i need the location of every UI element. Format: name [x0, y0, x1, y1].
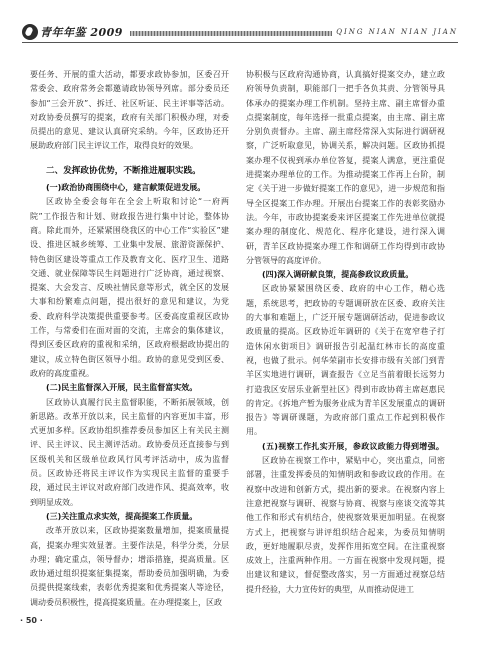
page-number: · 50 ·: [20, 616, 43, 625]
paragraph: 协积极与区政府沟通协商，认真搞好提案交办，建立政府领导负责制，职能部门一把手各负其责、分管领导具体承办的提案办理工作机制。坚持主席、副主席督办重点提案制度，每年选择一批重点提案，由主席、副主席分别负责督办。主席、副主席经常深入实际进行调研视察，广泛听取意见，协调关系，解决问题。区政协抓提案办理不仅视到承办单位答复，提案人满意，更注重促进提案办理单位的工作。为推动提案工作再上台阶，制定《关于进一步做好提案工作的意见》，进一步规范和指导全区提案工作办理。开展出台提案工作的表彰奖励办法。今年，市政协提案委来评区提案工作先进单位就提案办理的制度化、规范化、程序化建设，进行深入调研，青羊区政协提案办理工作和调研工作均得到市政协分管领导的高度评价。: [246, 70, 445, 265]
page-header: [0, 0, 480, 44]
running-head: QING NIAN NIAN JIAN: [332, 28, 458, 36]
subsection-heading: (四)深入调研献良策，提高参政议政质量。: [262, 270, 414, 280]
yearbook-logo-icon: [22, 24, 38, 40]
header-rule: [22, 42, 458, 43]
paragraph: 区政协紧紧围绕区委、政府的中心工作，精心选题，系统思考，把政协的专题调研放在区委、政府关注的大事和难题上，广泛开展专题调研活动，促进参政议政质量的提高。区政协近年调研的《关于在宽窄巷子打造休闲水街项目》调研报告引起温红林市长的高度重视，也做了批示。何华荣副市长安排市级有关部门到青羊区实地进行调研，调查报告《立足当前着眼长远努力打造我区安居乐业新型社区》得到市政协蒋主席赵惠民的肯定。《拆地产暂为服务业成为青羊区发展重点的调研报告》等调研课题，为政府部门重点工作起到积极作用。: [246, 284, 445, 437]
subsection-heading: (二)民主监督深入开展，民主监督富实效。: [46, 383, 198, 393]
paragraph: 区政协在视察工作中，紧贴中心，突出重点，同密部署，注重发挥委员的知情明政和参政议政的作用。在视察中改进和创新方式，提出新的要求。在视察内容上注意把视察与调研、视察与协商、视察与座谈交流等其他工作和形式有机结合，使视察效果更加明显。在视察方式上，把视察与讲评组织结合起来，为委员知情明政，更好地履职尽责，发挥作用拓宽空间。在注重视察成效上，注重两种作用。一方面在视察中发现问题，提出建议和建议，督促整改落实，另一方面通过视察总结提升经验，大力宣传好的典型，从而推动促进工: [246, 456, 445, 594]
subsection-heading: (一)政治协商围绕中心，建言献策促进发展。: [46, 183, 206, 193]
paragraph: 改革开放以来，区政协提案数量增加，提案质量提高，提案办理实效显著。主要作法是，科学分类，分层办理；确定重点，领导督办；增添措施，提高质量。区政协通过组织提案征集提案，帮助委员加强明确，为委员提供提案线索，表彰优秀提案和优秀提案人等途径，调动委员积极性，提高提案质量。在办理提案上，区政: [30, 526, 229, 607]
section-heading: 二、发挥政协优势，不断推进履职实践。: [46, 165, 201, 176]
right-column: [246, 68, 445, 597]
left-column: [30, 68, 229, 610]
paragraph: 要任务、开展的重大活动，都要求政协参加，区委召开常委会、政府常务会都邀请政协领导列席。部分委员还参加“三会开放”、拆迁、社区听证、民主评事等活动。对政协委员撰写的提案，政府有关部门积极办理，对委员提出的意见、建议认真研究采纳。今年，区政协还开展助政府部门民主评议工作，取得良好的效果。: [30, 70, 229, 151]
yearbook-title: 青年年鉴 2009: [40, 26, 123, 39]
subsection-heading: (三)关注重点求实效，提高提案工作质量。: [46, 511, 198, 521]
paragraph: 区政协全委会每年在全会上听取和讨论“一府两院”工作报告和计划、财政报告进行集中讨论，整体协商。除此而外，还紧紧围绕我区的中心工作“实验区”建设、推进区城乡统筹、工业集中发展、旅游资源保护、特色街区建设等重点工作及教育文化、医疗卫生、道路交通、就业保障等民生问题进行广泛协商，通过视察、提案、大会发言、反映社情民意等形式，就全区的发展大事和纷繁难点问题，提出很好的意见和建议，为党委、政府科学决策提供重要参考。区委高度重视区政协工作，与常委们在面对面的交流，主席会的集体建议，得到区委区政府的重视和采纳，区政府根据政协提出的建议，成立特色街区领导小组。政协的意见受到区委、政府的高度重视。: [30, 197, 229, 378]
subsection-heading: (五)视察工作扎实开展，参政议政能力得到增强。: [262, 441, 445, 451]
paragraph: 区政协认真履行民主监督职能，不断拓展领域，创新思路。改革开放以来，民主监督的内容更加丰富，形式更加多样。区政协组织推荐委员参加区上有关民主测评、民主评议、民主测评活动。政协委员还直接参与到区级机关和区级单位政风行风考评活动中，成为监督员。区政协还将民主评议作为实现民主监督的重要手段，通过民主评议对政府部门改进作风、提高效率，收到明显成效。: [30, 397, 229, 507]
